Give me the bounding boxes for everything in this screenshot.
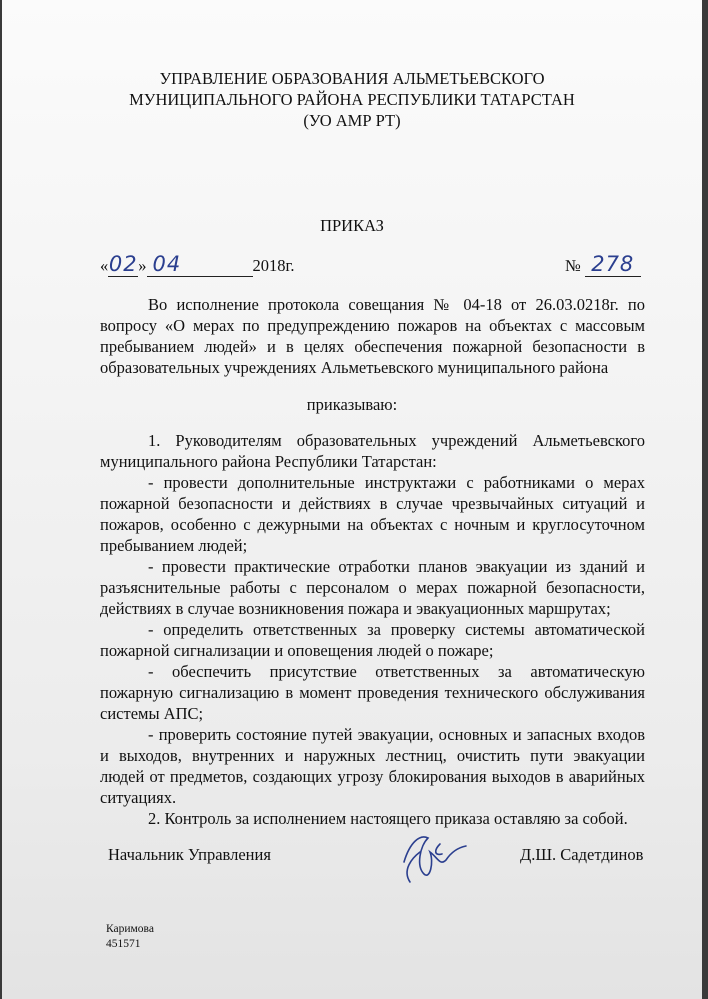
number-value: 278 [591,252,635,276]
order-number [565,252,641,277]
document-title: ПРИКАЗ [320,216,384,235]
date-close-quote: » [138,256,147,275]
number-sign: № [565,256,581,275]
executor-info [106,922,154,952]
date-day: 02 [108,252,138,276]
document-page [2,0,702,999]
item-2: 2. Контроль за исполнением настоящего приказа оставляю за собой. [148,809,628,828]
date-month-field [147,252,253,277]
number-field [585,252,641,277]
item-1-bullet-4: - обеспечить присутствие ответственных за автоматическую пожарную сигнализацию в момент проведения технического обслуживания системы АПС; [100,662,645,723]
date-month: 04 [152,252,182,276]
date-open-quote: « [100,256,109,275]
date-day-field [108,252,138,277]
handwritten-signature [390,822,480,892]
item-1: 1. Руководителям образовательных учреждений Альметьевского муниципального района Республики Татарстан: [100,431,645,471]
letterhead [2,68,702,131]
date-year: 2018г. [252,256,295,275]
order-verb: приказываю: [306,395,398,414]
letterhead-line-1: УПРАВЛЕНИЕ ОБРАЗОВАНИЯ АЛЬМЕТЬЕВСКОГО [159,69,545,88]
signatory-name: Д.Ш. Садетдинов [520,845,644,864]
signatory-position: Начальник Управления [108,845,271,864]
letterhead-line-2: МУНИЦИПАЛЬНОГО РАЙОНА РЕСПУБЛИКИ ТАТАРСТАН [129,90,575,109]
item-1-bullet-3: - определить ответственных за проверку системы автоматической пожарной сигнализации и оповещения людей о пожаре; [100,620,645,660]
order-body [100,430,645,829]
preamble-text: Во исполнение протокола совещания № 04-18 от 26.03.0218г. по вопросу «О мерах по предупреждению пожаров на объектах с массовым пребыванием людей» и в целях обеспечения пожарной безопасности в образовательных учреждениях Альметьевского муниципального района [100,295,645,377]
executor-name: Каримова [106,923,154,935]
executor-phone: 451571 [106,938,141,950]
preamble [100,294,645,378]
item-1-bullet-2: - провести практические отработки планов эвакуации из зданий и разъяснительные работы с персоналом о мерах пожарной безопасности, действиях в случае возникновения пожара и эвакуационных маршрутах; [100,557,645,618]
item-1-bullet-5: - проверить состояние путей эвакуации, основных и запасных входов и выходов, внутренних и наружных лестниц, очистить пути эвакуации людей от предметов, создающих угрозу блокирования выходов в аварийных ситуациях. [100,725,645,807]
item-1-bullet-1: - провести дополнительные инструктажи с работниками о мерах пожарной безопасности и действиях в случае чрезвычайных ситуаций и пожаров, особенно с дежурными на объектах с ночным и круглосуточном пребыванием людей; [100,473,645,555]
letterhead-line-3: (УО АМР РТ) [303,111,401,130]
order-date [100,252,295,277]
